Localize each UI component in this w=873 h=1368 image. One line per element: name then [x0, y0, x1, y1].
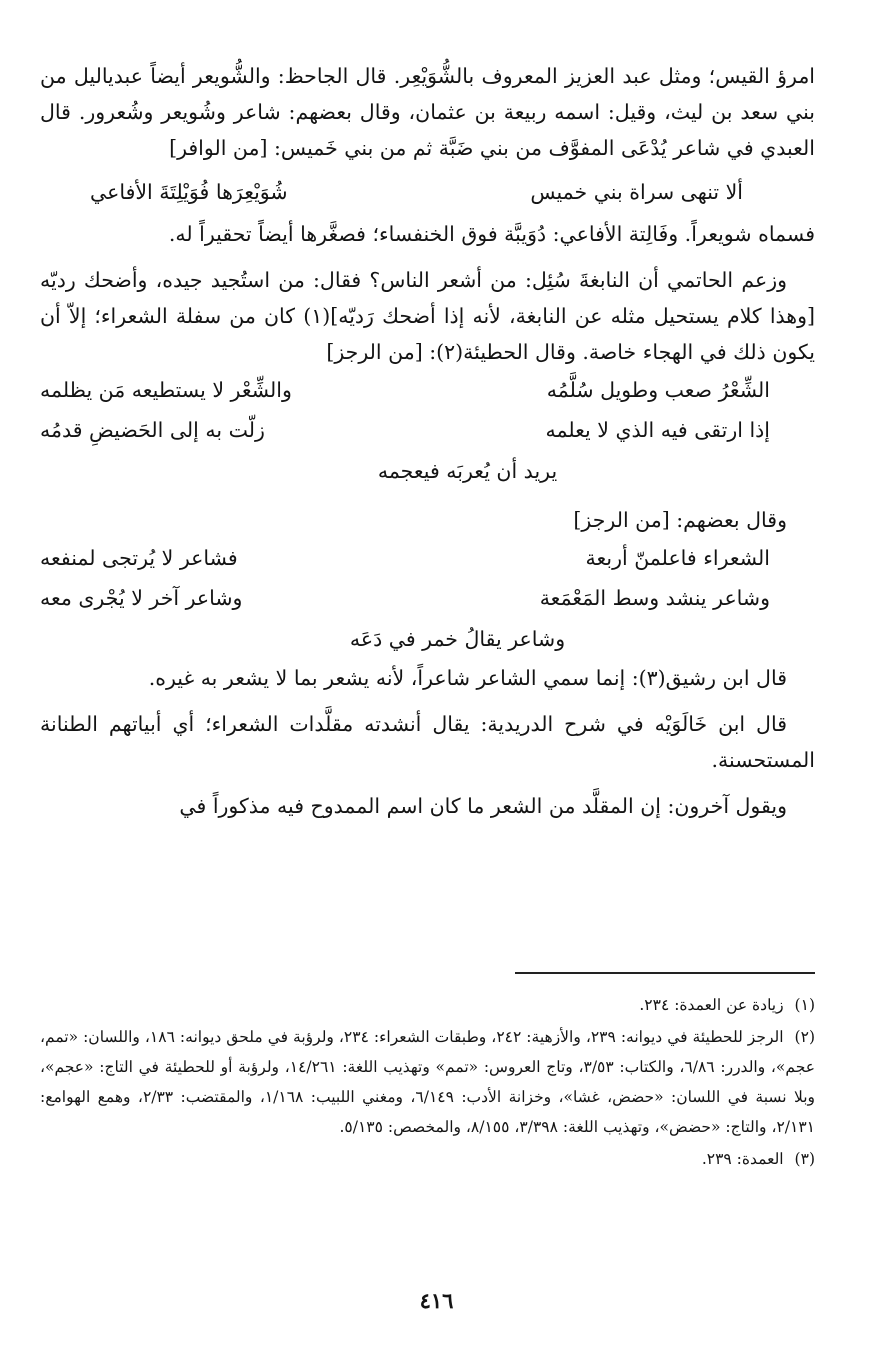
hemistich-first: وشاعر ينشد وسط المَعْمَعة: [539, 586, 770, 610]
hemistich-first: الشِّعْرُ صعب وطويل سُلَّمُه: [546, 378, 770, 402]
footnote-text: الرجز للحطيئة في ديوانه: ٢٣٩، والأزهية: ٢٤٢، وطبقات الشعراء: ٢٣٤، ولرؤبة في ملحق ديوانه: ١٨٦، واللسان: «تمم، عجم»، والدرر: ٦/٨٦، والكتاب: ٣/٥٣، وتاج العروس: «تمم» وتهذيب اللغة: ١٤/٢٦١، ولرؤبة أو للحطيئة في التاج: «عجم»، وبلا نسبة في اللسان: «حضض، غشا»، وخزانة الأدب: ٦/١٤٩، ومغني اللبيب: ١/١٦٨، والمقتضب: ٢/٣٣، وهمع الهوامع: ٢/١٣١، والتاج: «حضض»، وتهذيب اللغة: ٣/٣٩٨، ٨/١٥٥، والمخصص: ٥/١٣٥.: [40, 1028, 815, 1136]
verse-rajaz-1: [40, 370, 815, 410]
hemistich-second: زلّت به إلى الحَضيضِ قدمُه: [40, 418, 265, 442]
verse-poets-1: [40, 538, 815, 578]
paragraph-2: فسماه شويعراً. وفَالِتة الأفاعي: دُوَيبَّة فوق الخنفساء؛ فصغَّرها أيضاً تحقيراً له.: [168, 222, 815, 246]
hemistich-second: فشاعر لا يُرتجى لمنفعه: [40, 546, 238, 570]
verse-rajaz-2: [40, 410, 815, 450]
footnote-1: [40, 990, 815, 1020]
footnote-number: (٣): [794, 1150, 815, 1168]
paragraph-3: وزعم الحاتمي أن النابغةَ سُئِل: من أشعر الناس؟ فقال: من استُجيد جيده، وأضحك رديّه [وهذا كلام يستحيل مثله عن النابغة، لأنه إذا أضحك رَديّه](١) كان من سفلة الشعراء؛ إلاّ أن يكون ذلك في الهجاء خاصة. وقال الحطيئة(٢): [من الرجز]: [40, 268, 815, 364]
main-text: [40, 58, 815, 824]
paragraph-7: ويقول آخرون: إن المقلَّد من الشعر ما كان اسم الممدوح فيه مذكوراً في: [179, 794, 787, 818]
page-number: ٤١٦: [419, 1288, 454, 1313]
verse-wafir: [40, 172, 815, 212]
footnote-3: [40, 1144, 815, 1174]
paragraph-5: قال ابن رشيق(٣): إنما سمي الشاعر شاعراً، لأنه يشعر بما لا يشعر به غيره.: [148, 666, 787, 690]
footnote-text: العمدة: ٢٣٩.: [701, 1150, 784, 1168]
hemistich-first: ألا تنهى سراة بني خميس: [530, 180, 743, 204]
hemistich-first: إذا ارتقى فيه الذي لا يعلمه: [545, 418, 770, 442]
hemistich-second: والشِّعْر لا يستطيعه مَن يظلمه: [40, 378, 292, 402]
hemistich-first: الشعراء فاعلمنّ أربعة: [585, 546, 770, 570]
paragraph-6: قال ابن خَالَوَيْه في شرح الدريدية: يقال أنشدته مقلَّدات الشعراء؛ أي أبياتهم الطنانة المستحسنة.: [40, 712, 815, 772]
footnote-number: (٢): [794, 1028, 815, 1046]
footnote-number: (١): [794, 996, 815, 1014]
hemistich-second: شُوَيْعِرَها فُوَيْلِتَةَ الأفاعي: [90, 180, 288, 204]
verse-poets-3: وشاعر يقالُ خمر في دَعَه: [349, 627, 566, 651]
footnote-2: [40, 1022, 815, 1142]
footnote-divider: [515, 972, 815, 974]
paragraph-1: امرؤ القيس؛ ومثل عبد العزيز المعروف بالشُّوَيْعِر. قال الجاحظ: والشُّويعر أيضاً عبدياليل من بني سعد بن ليث، وقيل: اسمه ربيعة بن عثمان، وقال بعضهم: شاعر وشُويعر وشُعرور. قال العبدي في شاعر يُدْعَى المفوَّف من بني ضَبَّة ثم من بني خَميس: [من الوافر]: [40, 64, 815, 160]
footnotes: [40, 990, 815, 1176]
footnote-text: زيادة عن العمدة: ٢٣٤.: [639, 996, 784, 1014]
verse-rajaz-3: يريد أن يُعربَه فيعجمه: [377, 459, 558, 483]
verse-poets-2: [40, 578, 815, 618]
hemistich-second: وشاعر آخر لا يُجْرى معه: [40, 586, 243, 610]
paragraph-4: وقال بعضهم: [من الرجز]: [573, 508, 787, 532]
